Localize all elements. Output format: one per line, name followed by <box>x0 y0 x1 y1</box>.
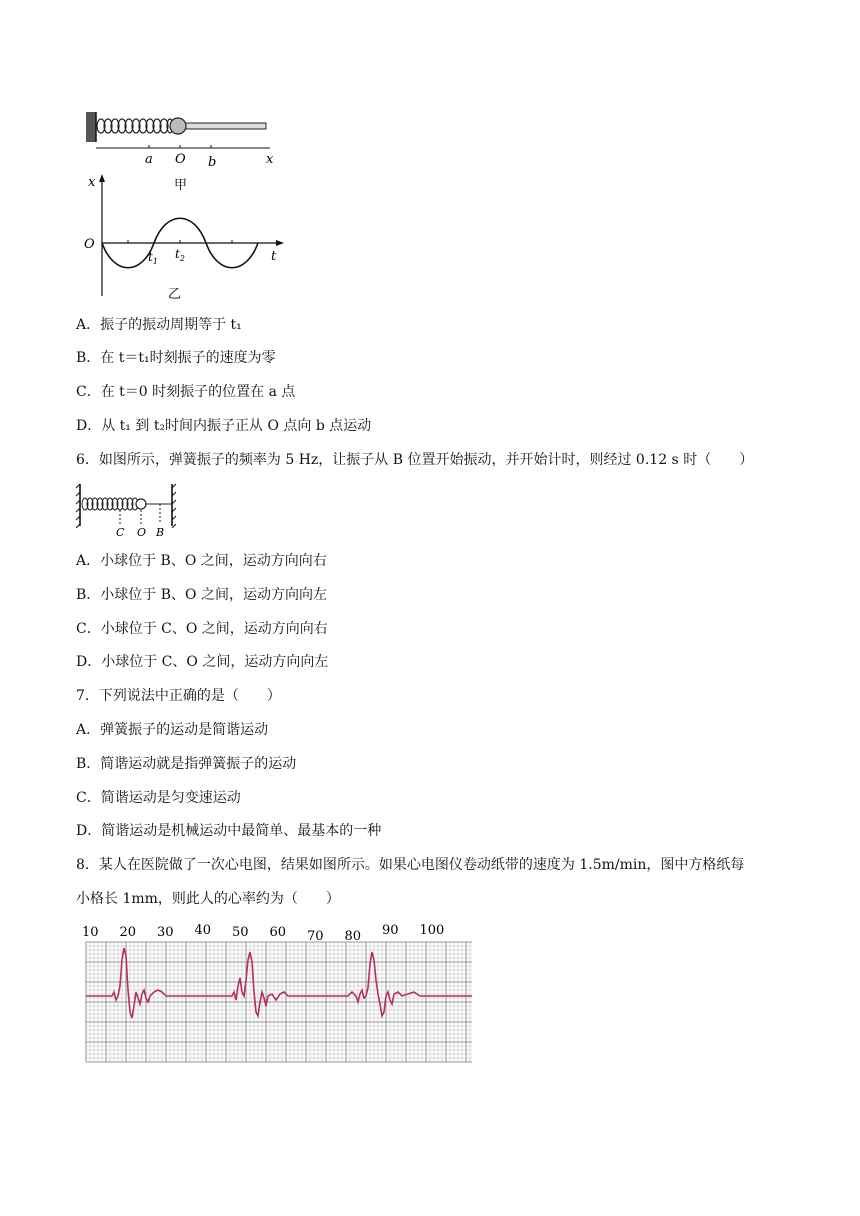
ecg-tick-label: 70 <box>307 929 324 944</box>
ecg-tick-label: 40 <box>194 923 212 938</box>
ecg-tick-label: 60 <box>269 925 287 940</box>
wall <box>86 112 96 142</box>
figure-yi <box>80 170 290 302</box>
label-b: B <box>156 526 165 539</box>
q6-option-a: A．小球位于 B、O 之间，运动方向向右 <box>76 553 327 569</box>
q7-option-a: A．弹簧振子的运动是简谐运动 <box>76 722 269 738</box>
label-t1: $t_1$ <box>148 250 158 266</box>
ecg-tick-label: 80 <box>344 929 362 944</box>
figure-ecg <box>78 920 478 1066</box>
q7-stem: 7．下列说法中正确的是（ ） <box>76 688 281 704</box>
label-a: a <box>145 152 153 167</box>
q5-option-a: A．振子的振动周期等于 t₁ <box>76 317 242 333</box>
q7-option-d: D．简谐运动是机械运动中最简单、最基本的一种 <box>76 823 382 839</box>
rod <box>174 123 266 129</box>
q6-stem: 6．如图所示，弹簧振子的频率为 5 Hz，让振子从 B 位置开始振动，并开始计时，则经过 0.12 s 时（ ） <box>76 452 754 468</box>
label-t2: $t_2$ <box>175 247 185 263</box>
figure-q6-spring <box>76 482 186 540</box>
q7-option-b: B．简谐运动就是指弹簧振子的运动 <box>76 756 297 772</box>
q5-option-d: D．从 t₁ 到 t₂时间内振子正从 O 点向 b 点运动 <box>76 418 372 434</box>
q5-option-b: B．在 t＝t₁时刻振子的速度为零 <box>76 350 276 366</box>
caption-yi: 乙 <box>168 287 182 302</box>
origin-label: O <box>84 237 95 252</box>
q8-stem-line2: 小格长 1mm，则此人的心率约为（ ） <box>76 891 340 907</box>
label-b: b <box>208 155 217 170</box>
label-o: O <box>137 526 147 539</box>
label-t: t <box>271 249 277 264</box>
ecg-tick-label: 90 <box>382 923 399 938</box>
ecg-tick-label: 30 <box>157 925 174 940</box>
ecg-grid <box>86 942 472 1062</box>
ecg-tick-label: 20 <box>119 925 137 940</box>
q6-option-c: C．小球位于 C、O 之间，运动方向向右 <box>76 621 328 637</box>
q7-option-c: C．简谐运动是匀变速运动 <box>76 790 241 806</box>
label-x: x <box>266 152 274 167</box>
q6-option-b: B．小球位于 B、O 之间，运动方向向左 <box>76 587 327 603</box>
axis-label-x: x <box>88 175 96 190</box>
ecg-tick-label: 10 <box>82 925 99 940</box>
ball <box>170 118 186 134</box>
caption-jia: 甲 <box>174 178 188 193</box>
ball <box>136 499 146 509</box>
label-c: C <box>116 526 125 539</box>
ecg-tick-label: 50 <box>232 925 249 940</box>
q8-stem-line1: 8．某人在医院做了一次心电图，结果如图所示。如果心电图仪卷动纸带的速度为 1.5m/min，图中方格纸每 <box>76 857 745 873</box>
spring <box>97 119 173 133</box>
spring <box>82 498 138 510</box>
q5-option-c: C．在 t＝0 时刻振子的位置在 a 点 <box>76 384 296 400</box>
label-o: O <box>175 152 186 167</box>
ecg-tick-labels <box>82 923 444 944</box>
q6-option-d: D．小球位于 C、O 之间，运动方向向左 <box>76 654 329 670</box>
ecg-tick-label: 100 <box>419 923 445 938</box>
